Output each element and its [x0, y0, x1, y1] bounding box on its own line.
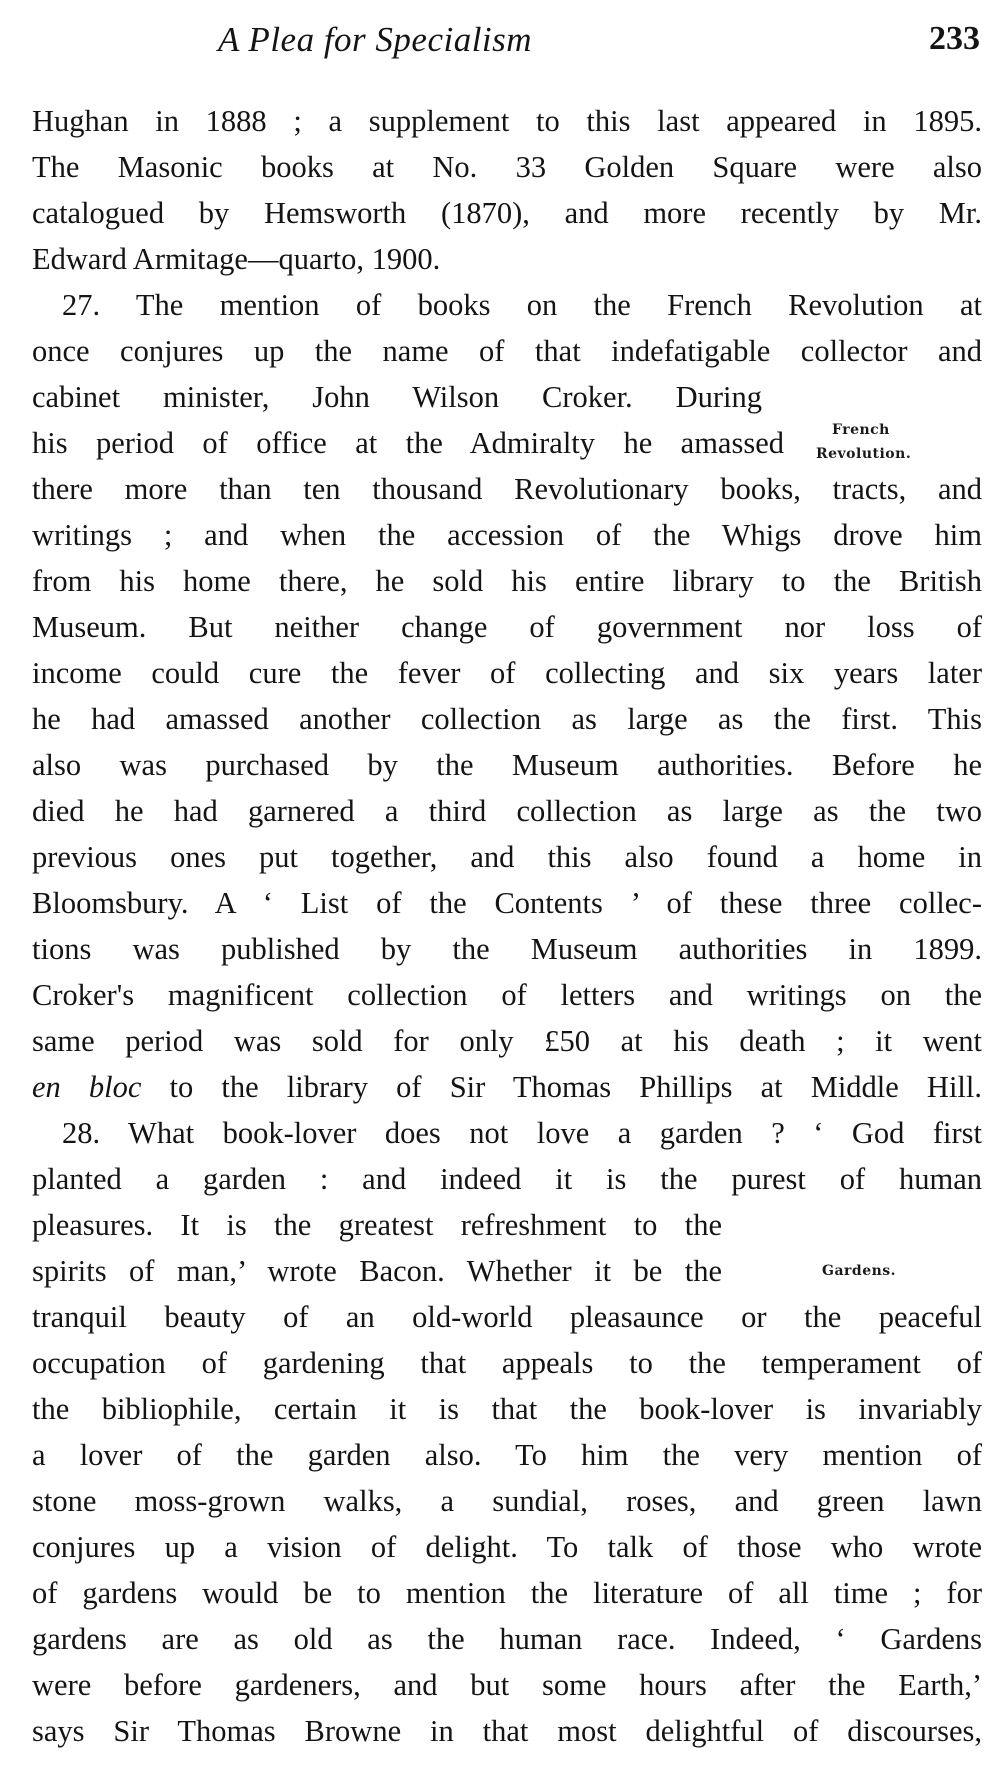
- page-header: [0, 20, 1000, 68]
- text-line: stone moss-grown walks, a sundial, roses, and green lawn: [32, 1484, 982, 1518]
- text-line: Museum. But neither change of government nor loss of: [32, 610, 982, 644]
- text-line: conjures up a vision of delight. To talk of those who wrote: [32, 1530, 982, 1564]
- paragraph-28-start: 28. What book-lover does not love a garden ? ‘ God first: [62, 1116, 982, 1150]
- text-line: from his home there, he sold his entire library to the British: [32, 564, 982, 598]
- text-line: income could cure the fever of collecting and six years later: [32, 656, 982, 690]
- text-line: Edward Armitage—quarto, 1900.: [32, 242, 441, 276]
- text-line: he had amassed another collection as large as the first. This: [32, 702, 982, 736]
- text-line: writings ; and when the accession of the Whigs drove him: [32, 518, 982, 552]
- text-line: a lover of the garden also. To him the very mention of: [32, 1438, 982, 1472]
- text-line: says Sir Thomas Browne in that most delightful of discourses,: [32, 1714, 982, 1748]
- text-line: same period was sold for only £50 at his death ; it went: [32, 1024, 982, 1058]
- text-line: previous ones put together, and this also found a home in: [32, 840, 982, 874]
- text-line: also was purchased by the Museum authorities. Before he: [32, 748, 982, 782]
- text-line: there more than ten thousand Revolutionary books, tracts, and: [32, 472, 982, 506]
- page-number: 233: [929, 20, 980, 57]
- text-line: spirits of man,’ wrote Bacon. Whether it be the: [32, 1254, 722, 1288]
- text-line: The Masonic books at No. 33 Golden Square were also: [32, 150, 982, 184]
- text-line: Croker's magnificent collection of letters and writings on the: [32, 978, 982, 1012]
- paragraph-27-start: 27. The mention of books on the French Revolution at: [62, 288, 982, 322]
- sidenote-revolution: Revolution.: [816, 446, 912, 462]
- text-line: Bloomsbury. A ‘ List of the Contents ’ of these three collec-: [32, 886, 982, 920]
- text-line: were before gardeners, and but some hours after the Earth,’: [32, 1668, 982, 1702]
- text-line: cabinet minister, John Wilson Croker. During: [32, 380, 762, 414]
- text-line: en bloc to the library of Sir Thomas Phillips at Middle Hill.: [32, 1070, 982, 1104]
- text-line: planted a garden : and indeed it is the purest of human: [32, 1162, 982, 1196]
- text-line: his period of office at the Admiralty he amassed: [32, 426, 784, 460]
- text-line: Hughan in 1888 ; a supplement to this last appeared in 1895.: [32, 104, 982, 138]
- text-line: tions was published by the Museum authorities in 1899.: [32, 932, 982, 966]
- text-line: pleasures. It is the greatest refreshment to the: [32, 1208, 722, 1242]
- running-title: A Plea for Specialism: [217, 20, 533, 59]
- sidenote-gardens: Gardens.: [822, 1263, 897, 1279]
- text-line: the bibliophile, certain it is that the book-lover is invariably: [32, 1392, 982, 1426]
- italic-en-bloc: en bloc: [32, 1070, 142, 1104]
- text-line: of gardens would be to mention the literature of all time ; for: [32, 1576, 982, 1610]
- text-line: occupation of gardening that appeals to the temperament of: [32, 1346, 982, 1380]
- text-line: tranquil beauty of an old-world pleasaunce or the peaceful: [32, 1300, 982, 1334]
- text-line: died he had garnered a third collection as large as the two: [32, 794, 982, 828]
- sidenote-french: French: [832, 422, 890, 438]
- text-line: catalogued by Hemsworth (1870), and more recently by Mr.: [32, 196, 982, 230]
- text-line: gardens are as old as the human race. Indeed, ‘ Gardens: [32, 1622, 982, 1656]
- text-line: once conjures up the name of that indefatigable collector and: [32, 334, 982, 368]
- body-text: [32, 98, 982, 1754]
